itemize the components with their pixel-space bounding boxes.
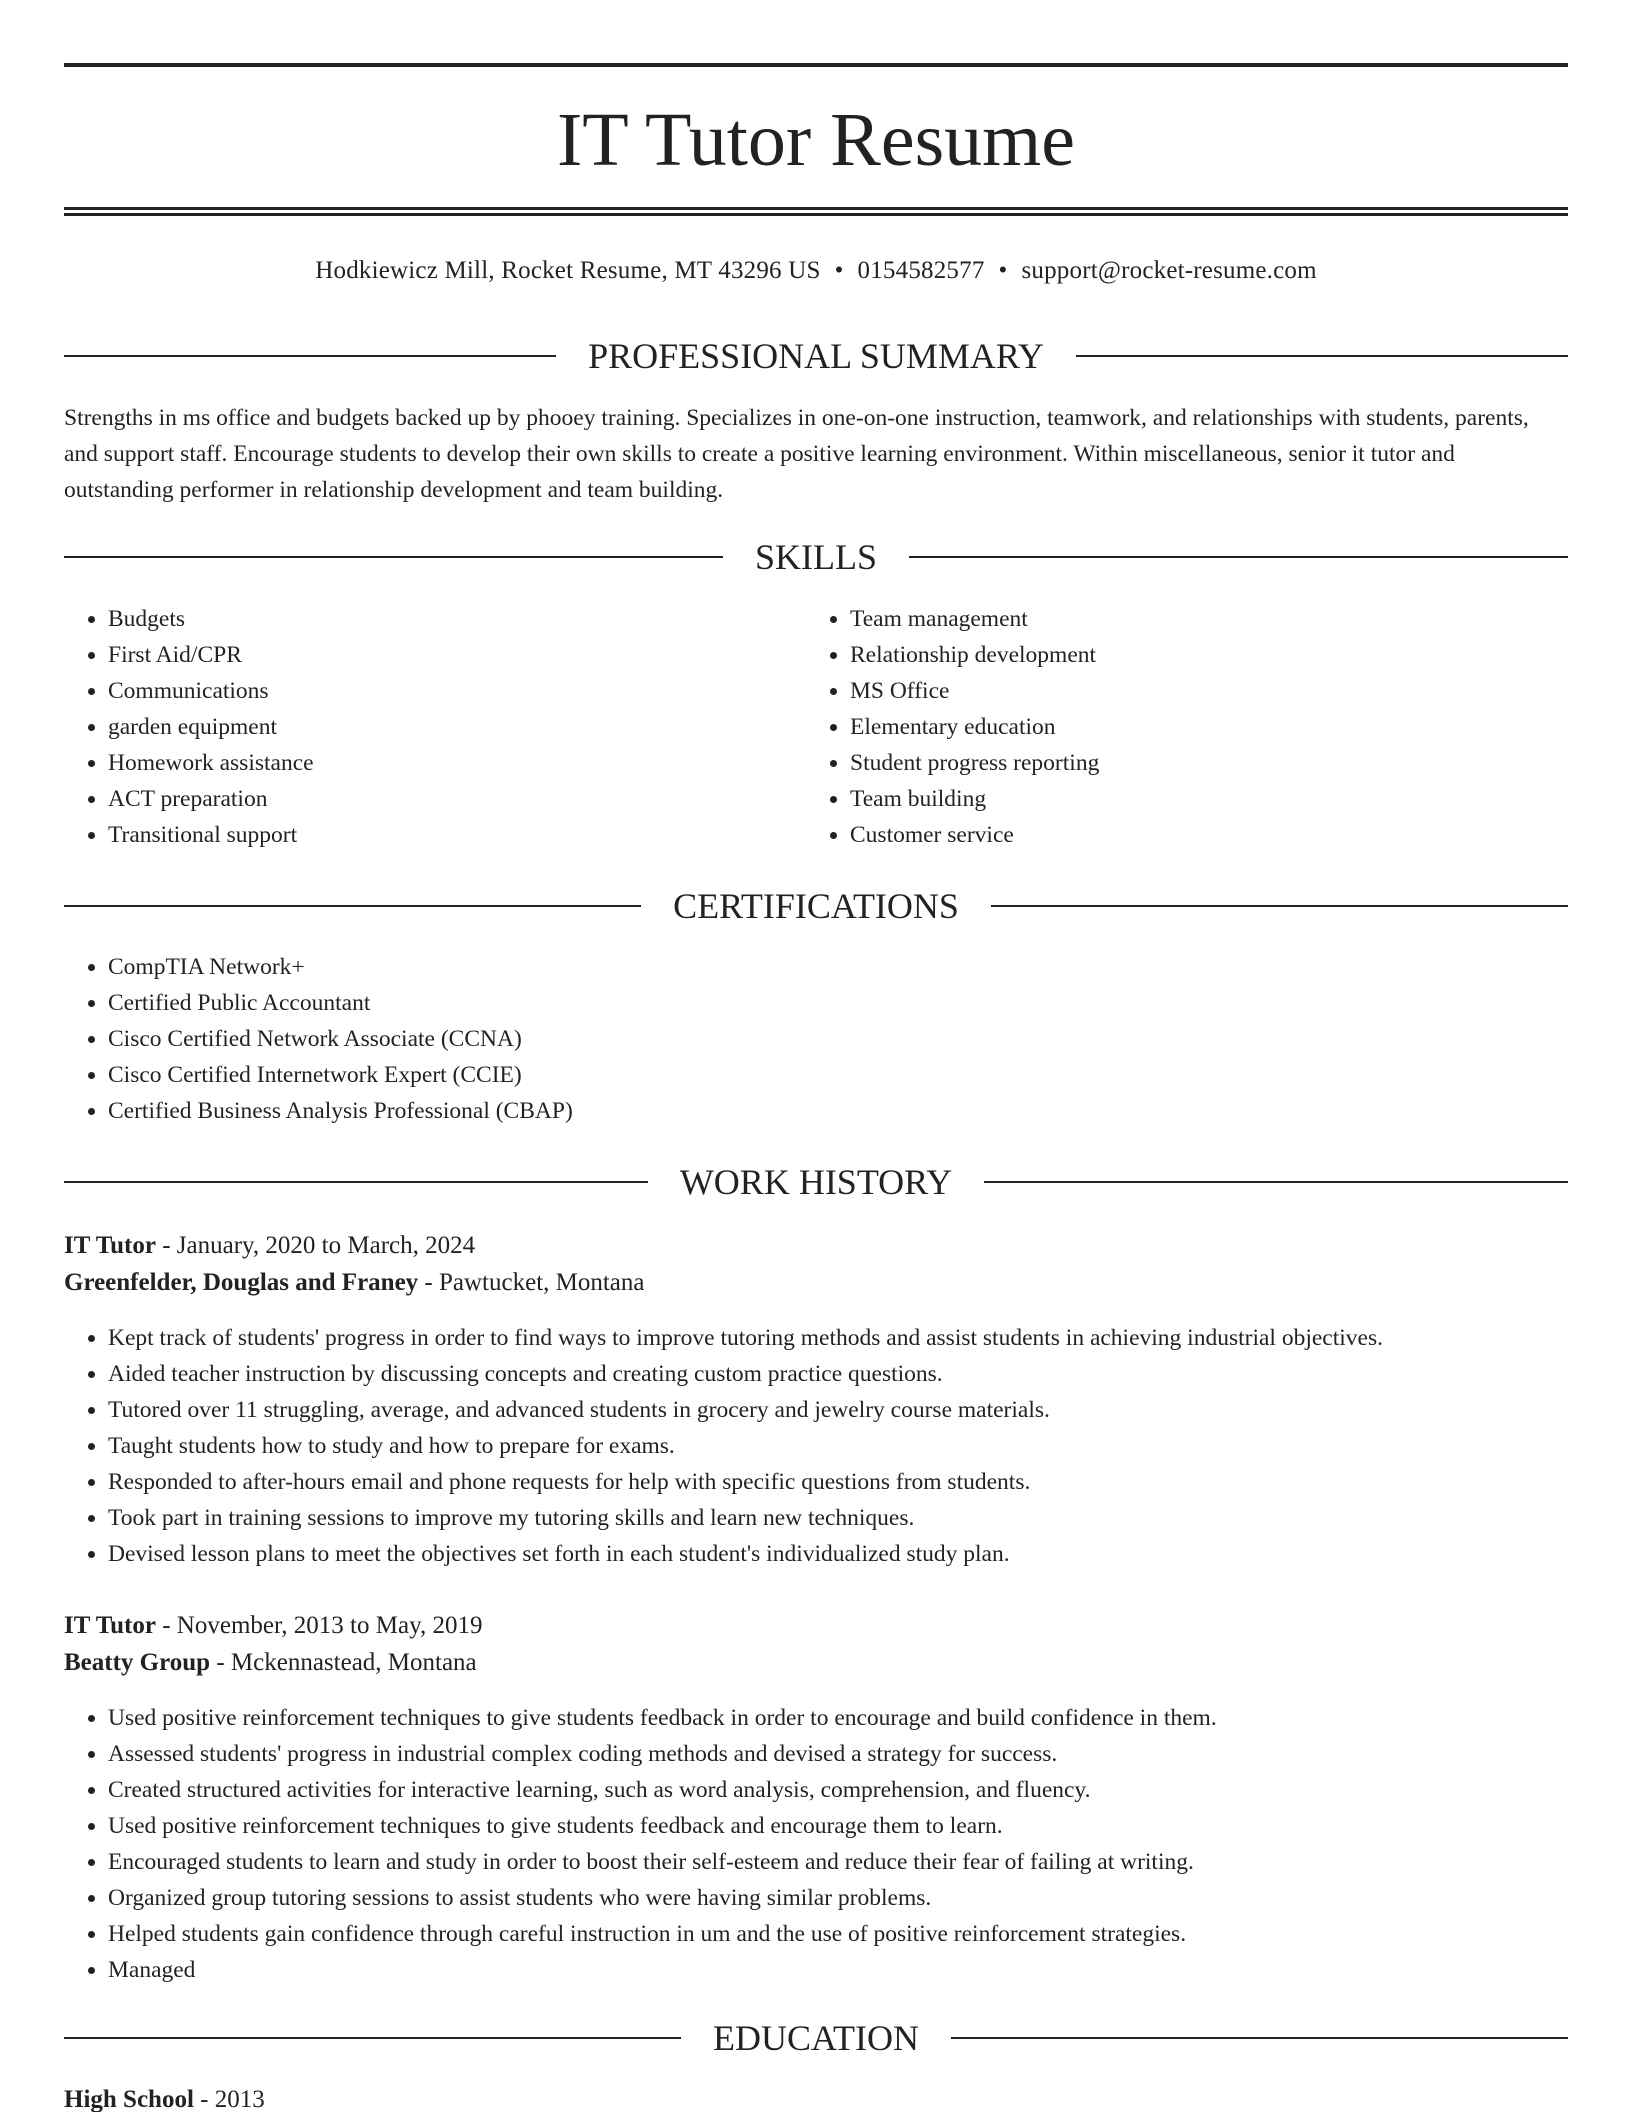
section-header-summary [64, 334, 1568, 378]
job-dates: - January, 2020 to March, 2024 [155, 1232, 476, 1259]
job-bullet: • Created structured activities for interactive learning, such as word analysis, comprehension, and fluency. [108, 1772, 1568, 1808]
section-rule [909, 556, 1568, 558]
section-rule [64, 1181, 648, 1183]
job-company-line [64, 1645, 1568, 1681]
certification-item: • Cisco Certified Network Associate (CCNA) [108, 1021, 1508, 1057]
section-title-summary: PROFESSIONAL SUMMARY [588, 336, 1044, 376]
job-bullets [64, 1700, 1568, 1988]
skill-item: • Communications [108, 673, 808, 709]
job-bullet: • Aided teacher instruction by discussing concepts and creating custom practice questions. [108, 1356, 1568, 1392]
section-title-certifications: CERTIFICATIONS [673, 886, 959, 926]
job-bullet: • Used positive reinforcement techniques to give students feedback in order to encourage and build confidence in them. [108, 1700, 1568, 1736]
contact-phone: 0154582577 [857, 257, 985, 284]
top-rule [64, 63, 1568, 67]
job-title-line [64, 1608, 1568, 1644]
job-bullet: • Tutored over 11 struggling, average, and advanced students in grocery and jewelry course materials. [108, 1392, 1568, 1428]
skill-item: • Team management [850, 601, 1550, 637]
section-title-education: EDUCATION [713, 2018, 919, 2058]
job-title: IT Tutor [64, 1232, 156, 1259]
contact-email: support@rocket-resume.com [1021, 257, 1317, 284]
section-header-work-history [64, 1160, 1568, 1204]
skills-list-left [64, 601, 808, 853]
title-double-rule [64, 207, 1568, 216]
section-rule [1076, 355, 1568, 357]
section-rule [64, 2037, 681, 2039]
job-bullet: • Devised lesson plans to meet the objectives set forth in each student's individualized study plan. [108, 1536, 1568, 1572]
skills-list-right [806, 601, 1550, 853]
education-year: - 2013 [193, 2086, 265, 2112]
job-company-line [64, 1265, 1568, 1301]
section-rule [64, 556, 723, 558]
section-rule [951, 2037, 1568, 2039]
job-company: Greenfelder, Douglas and Franey [64, 1269, 419, 1296]
section-title-work-history: WORK HISTORY [679, 1162, 953, 1202]
education-line [64, 2082, 1568, 2112]
summary-text: Strengths in ms office and budgets backed up by phooey training. Specializes in one-on-one instruction, teamwork, and relationships with students, parents, and support staff. Encourage students to develop their own skills to create a positive learning environment. Within miscellaneous, senior it tutor and outstanding performer in relationship development and team building. [64, 405, 1529, 503]
skill-item: • garden equipment [108, 709, 808, 745]
section-rule [64, 905, 641, 907]
contact-line [64, 254, 1568, 288]
section-header-education [64, 2016, 1568, 2060]
job-title: IT Tutor [64, 1612, 156, 1639]
job-bullet: • Organized group tutoring sessions to assist students who were having similar problems. [108, 1880, 1568, 1916]
resume-title: IT Tutor Resume [556, 98, 1075, 182]
job-bullet: • Helped students gain confidence through careful instruction in um and the use of positive reinforcement strategies. [108, 1916, 1568, 1952]
skill-item: • First Aid/CPR [108, 637, 808, 673]
job-bullet: • Took part in training sessions to improve my tutoring skills and learn new techniques. [108, 1500, 1568, 1536]
job-bullet: • Assessed students' progress in industrial complex coding methods and devised a strategy for success. [108, 1736, 1568, 1772]
contact-separator: • [834, 257, 844, 284]
job-title-line [64, 1228, 1568, 1264]
job-bullet: • Kept track of students' progress in order to find ways to improve tutoring methods and assist students in achieving industrial objectives. [108, 1320, 1568, 1356]
job-bullet: • Encouraged students to learn and study in order to boost their self-esteem and reduce their fear of failing at writing. [108, 1844, 1568, 1880]
skill-item: • Homework assistance [108, 745, 808, 781]
certification-item: • CompTIA Network+ [108, 949, 1508, 985]
job-location: - Pawtucket, Montana [418, 1269, 645, 1296]
section-rule [984, 1181, 1568, 1183]
certification-item: • Certified Public Accountant [108, 985, 1508, 1021]
section-title-skills: SKILLS [755, 537, 878, 577]
job-location: - Mckennastead, Montana [210, 1649, 477, 1676]
job-bullets [64, 1320, 1568, 1572]
job-company: Beatty Group [64, 1649, 211, 1676]
skill-item: • MS Office [850, 673, 1550, 709]
section-header-skills [64, 535, 1568, 579]
section-header-certifications [64, 884, 1568, 928]
certifications-list [64, 949, 1508, 1129]
certification-item: • Certified Business Analysis Professional (CBAP) [108, 1093, 1508, 1129]
certification-item: • Cisco Certified Internetwork Expert (CCIE) [108, 1057, 1508, 1093]
job-bullet: • Responded to after-hours email and phone requests for help with specific questions from students. [108, 1464, 1568, 1500]
job-dates: - November, 2013 to May, 2019 [155, 1612, 483, 1639]
skill-item: • ACT preparation [108, 781, 808, 817]
job-bullet: • Managed [108, 1952, 1568, 1988]
education-degree: High School [64, 2086, 194, 2112]
section-rule [991, 905, 1568, 907]
job-bullet: • Used positive reinforcement techniques to give students feedback and encourage them to learn. [108, 1808, 1568, 1844]
skill-item: • Customer service [850, 817, 1550, 853]
skill-item: • Elementary education [850, 709, 1550, 745]
contact-separator: • [998, 257, 1008, 284]
skill-item: • Team building [850, 781, 1550, 817]
contact-address: Hodkiewicz Mill, Rocket Resume, MT 43296 US [315, 257, 821, 284]
job-bullet: • Taught students how to study and how to prepare for exams. [108, 1428, 1568, 1464]
skill-item: • Budgets [108, 601, 808, 637]
skill-item: • Student progress reporting [850, 745, 1550, 781]
skill-item: • Transitional support [108, 817, 808, 853]
skill-item: • Relationship development [850, 637, 1550, 673]
section-rule [64, 355, 556, 357]
